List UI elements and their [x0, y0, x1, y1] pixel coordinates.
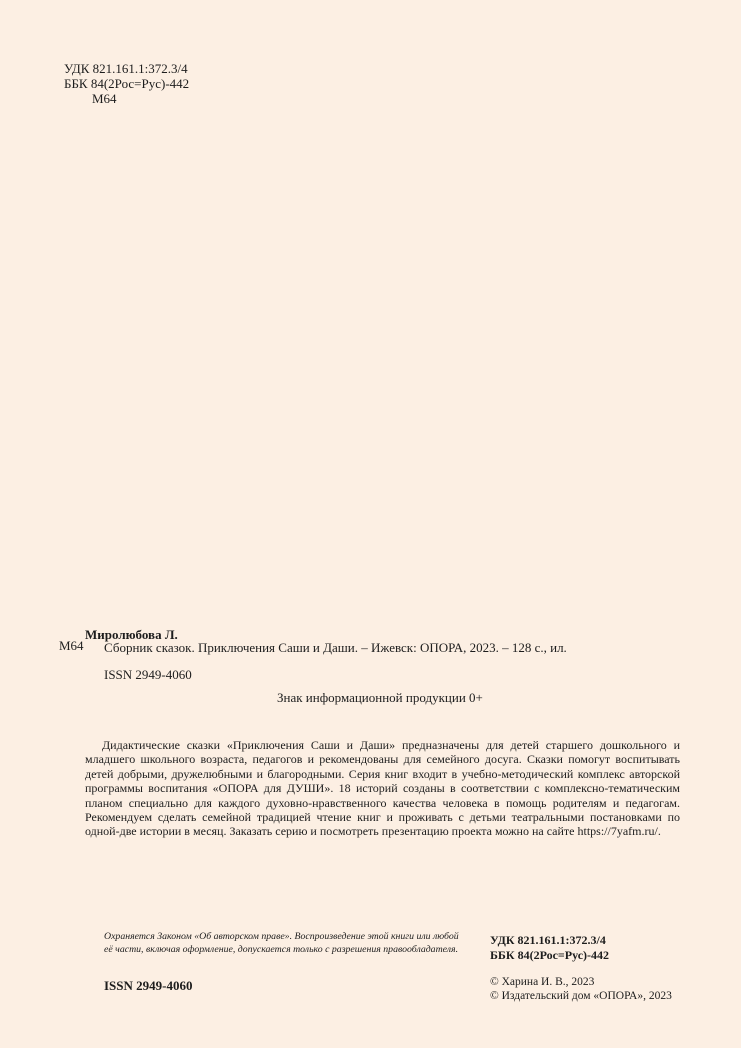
copyright-notice-line-1: Охраняется Законом «Об авторском праве». Воспроизведение этой книги или любой	[104, 931, 459, 942]
udk-code: УДК 821.161.1:372.3/4	[64, 61, 188, 76]
author-name: Миролюбова Л.	[85, 627, 178, 642]
copyright-holders	[490, 975, 672, 1003]
author-mark-side: М64	[59, 638, 84, 653]
issn: ISSN 2949-4060	[104, 667, 192, 682]
bbk-code: ББК 84(2Рос=Рус)-442	[64, 76, 190, 91]
author-mark: М64	[92, 91, 117, 106]
copyright-notice-line-2: её части, включая оформление, допускается только с разрешения правообладателя.	[104, 944, 459, 955]
udk-code-bottom: УДК 821.161.1:372.3/4	[490, 933, 606, 947]
issn-bottom: ISSN 2949-4060	[104, 978, 193, 993]
age-rating-sign: Знак информационной продукции 0+	[277, 690, 483, 705]
annotation: Дидактические сказки «Приключения Саши и Даши» предназначены для детей старшего дошкольного и младшего школьного возраста, педагогов и рекомендованы для семейного досуга. Сказки помогут воспитывать детей добрыми, дружелюбными и благородными. Серия книг входит в учебно-методический комплекс авторской программы воспитания «ОПОРА для ДУШИ». 18 историй созданы в соответствии с комплексно-тематическим планом специально для каждого духовно-нравственного качества человека в помощь родителям и педагогам. Рекомендуем сделать семейной традицией чтение книг и проживать с детьми театральными постановками по одной-две истории в месяц. Заказать серию и посмотреть презентацию проекта можно на сайте https://7yafm.ru/.	[85, 738, 680, 839]
bibliographic-description: Сборник сказок. Приключения Саши и Даши. – Ижевск: ОПОРА, 2023. – 128 с., ил.	[104, 640, 567, 655]
copyright-author: © Харина И. В., 2023	[490, 976, 595, 988]
bbk-code-bottom: ББК 84(2Рос=Рус)-442	[490, 948, 610, 962]
copyright-publisher: © Издательский дом «ОПОРА», 2023	[490, 990, 672, 1002]
classification-codes-bottom	[490, 933, 609, 963]
classification-codes-top	[64, 61, 189, 106]
copyright-notice	[104, 930, 484, 956]
